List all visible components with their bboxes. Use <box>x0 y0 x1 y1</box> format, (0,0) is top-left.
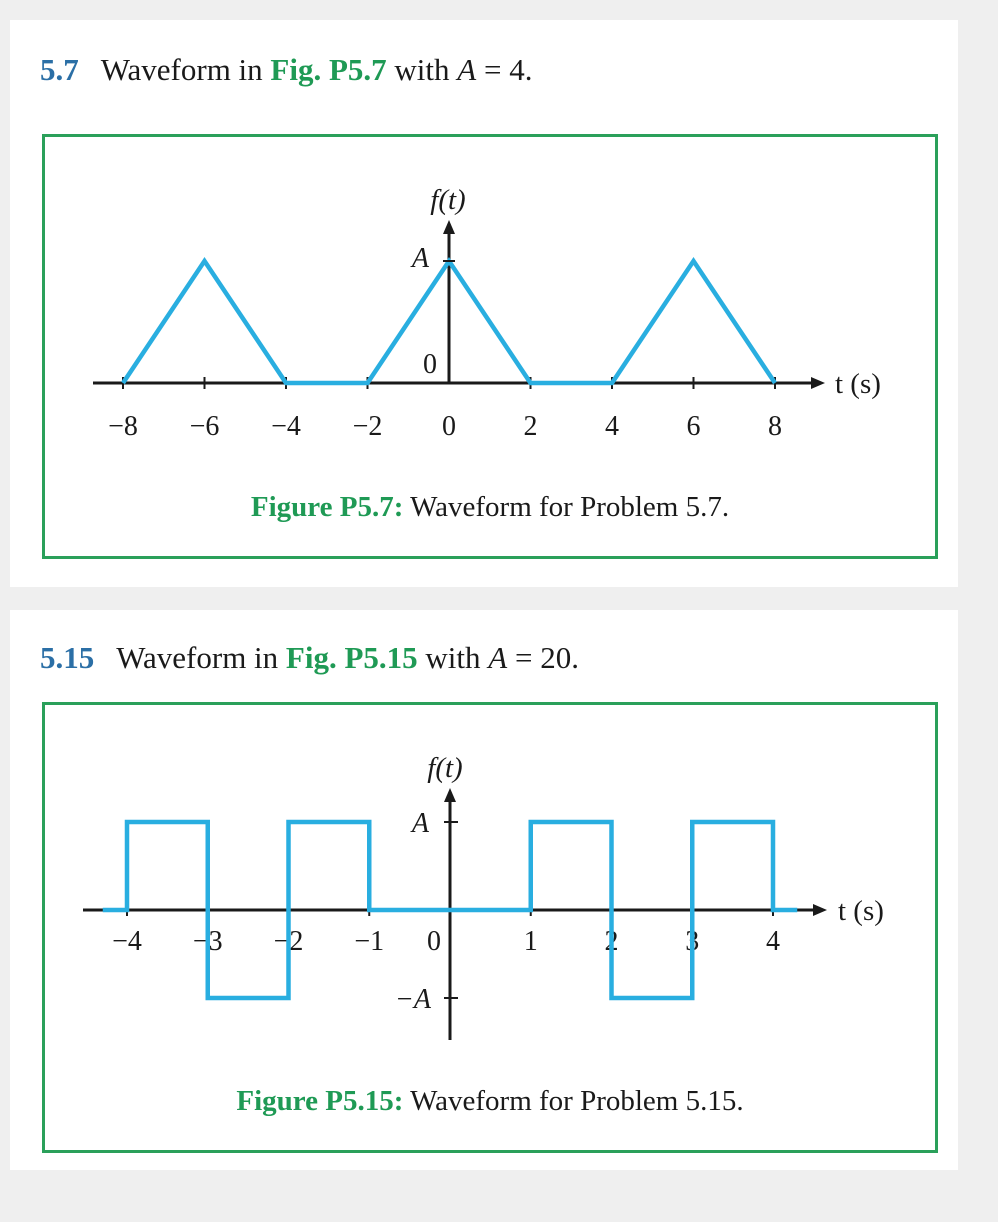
problem-text: Waveform in <box>116 640 286 675</box>
amplitude-value: = 4. <box>476 52 533 87</box>
y-axis-arrow-icon <box>443 220 455 234</box>
figure-p5-7-box <box>42 134 938 559</box>
x-tick-label: 0 <box>442 411 456 442</box>
x-axis-title: t (s) <box>835 368 881 400</box>
x-tick-label: −4 <box>271 411 301 442</box>
x-tick-label: 2 <box>523 411 538 442</box>
problem-text-with: with <box>386 52 458 87</box>
figure-p5-7-caption <box>45 491 935 524</box>
x-tick-label: −4 <box>112 926 142 957</box>
x-tick-label: 6 <box>686 411 701 442</box>
x-tick-label: 2 <box>604 926 619 957</box>
amplitude-variable: A <box>457 52 477 87</box>
problem-5-15-statement <box>40 640 579 676</box>
problem-number: 5.15 <box>40 640 95 675</box>
caption-text: Waveform for Problem 5.15. <box>403 1085 744 1117</box>
y-tick-label: −A <box>395 984 431 1015</box>
x-tick-label: 4 <box>605 411 619 442</box>
problem-5-7-panel <box>10 20 958 587</box>
caption-label: Figure P5.7: <box>250 491 404 523</box>
y-axis-title: f(t) <box>427 752 463 784</box>
figure-reference-link[interactable]: Fig. P5.7 <box>270 52 387 87</box>
x-tick-label: −6 <box>189 411 220 442</box>
x-tick-label: −2 <box>273 926 304 957</box>
x-axis-title: t (s) <box>838 895 884 927</box>
x-tick-label: 4 <box>766 926 780 957</box>
x-tick-label: −1 <box>354 926 385 957</box>
x-axis-arrow-icon <box>813 904 827 916</box>
y-tick-label: A <box>411 808 429 839</box>
amplitude-variable: A <box>488 640 508 675</box>
y-tick-label: 0 <box>423 349 437 380</box>
problem-text: Waveform in <box>100 52 271 87</box>
y-axis-arrow-icon <box>444 788 456 802</box>
x-tick-label: −8 <box>108 411 138 442</box>
figure-p5-15-box <box>42 702 938 1153</box>
caption-label: Figure P5.15: <box>236 1085 404 1117</box>
x-tick-label: 0 <box>427 926 441 957</box>
figure-reference-link[interactable]: Fig. P5.15 <box>285 640 418 675</box>
caption-text: Waveform for Problem 5.7. <box>403 491 730 523</box>
x-tick-label: −2 <box>352 411 383 442</box>
amplitude-value: = 20. <box>507 640 579 675</box>
x-axis-arrow-icon <box>811 377 825 389</box>
x-tick-label: 8 <box>768 411 782 442</box>
x-tick-label: 1 <box>523 926 538 957</box>
problem-text-with: with <box>417 640 489 675</box>
x-tick-label: −3 <box>192 926 223 957</box>
y-axis-title: f(t) <box>430 184 466 216</box>
problem-number: 5.7 <box>40 52 79 87</box>
problem-5-7-statement <box>40 52 532 88</box>
x-tick-label: 3 <box>685 926 700 957</box>
figure-p5-15-caption <box>45 1085 935 1118</box>
problem-5-15-panel <box>10 610 958 1170</box>
y-tick-label: A <box>411 243 429 274</box>
